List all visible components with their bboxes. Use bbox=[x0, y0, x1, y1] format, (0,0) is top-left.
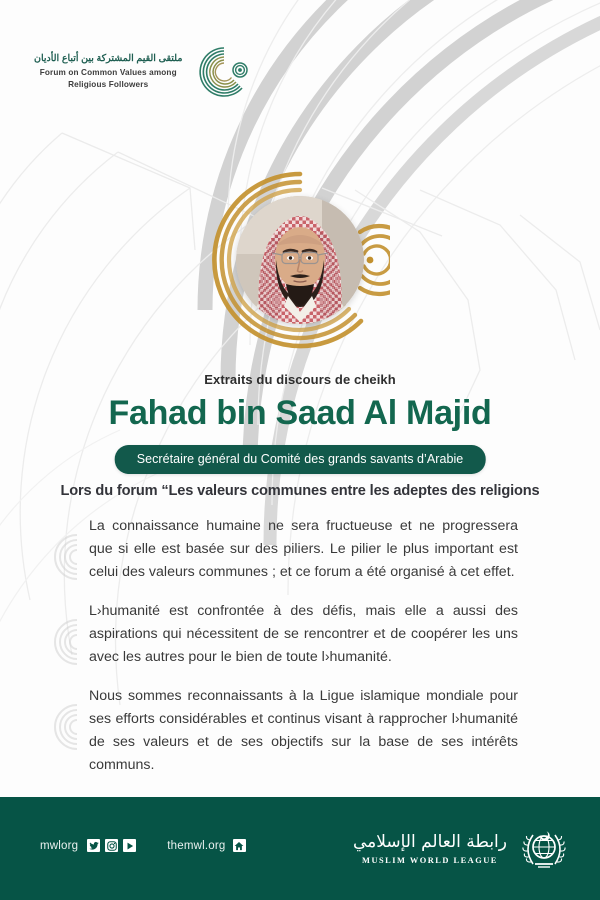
quote-text: La connaissance humaine ne sera fructueuse et ne progressera que si elle est basée sur des piliers. Le pilier le plus important est celui des valeurs communes ; et ce forum a été organisé à cet effet. bbox=[89, 518, 518, 580]
speaker-role-badge: Secrétaire général du Comité des grands savants d’Arabie bbox=[115, 445, 486, 474]
instagram-camera-glyph bbox=[107, 841, 117, 851]
speaker-photo bbox=[236, 196, 364, 324]
forum-logo-english-line2: Religious Followers bbox=[68, 80, 149, 90]
quote-text: L›humanité est confrontée à des défis, mais elle a aussi des aspirations qui nécessitent de se rencontrer et de coopérer les uns avec les autres pour le bien de toute l›humanité. bbox=[89, 603, 518, 665]
speaker-photo-illustration bbox=[236, 196, 364, 324]
twitter-bird-glyph bbox=[89, 841, 99, 851]
twitter-icon[interactable] bbox=[87, 839, 100, 852]
speaker-name: Fahad bin Saad Al Majid bbox=[108, 394, 492, 432]
footer-social-group bbox=[40, 839, 246, 852]
mwl-logo bbox=[353, 825, 568, 873]
quote-block bbox=[60, 685, 522, 777]
mwl-english-name: MUSLIM WORLD LEAGUE bbox=[362, 856, 498, 866]
forum-logo-english-line1: Forum on Common Values among bbox=[39, 67, 177, 77]
quote-text: Nous sommes reconnaissants à la Ligue islamique mondiale pour ses efforts considérables et continus visant à rapprocher l›humanité de ses valeurs et de ses objectifs sur la base de ses intérêts communs. bbox=[89, 688, 518, 773]
social-handle: mwlorg bbox=[40, 839, 79, 852]
mwl-arabic-name: رابطة العالم الإسلامي bbox=[352, 831, 507, 852]
globe-wreath-emblem-icon bbox=[520, 825, 568, 873]
footer-bar bbox=[0, 797, 600, 900]
forum-logo-arabic: ملتقى القيم المشتركة بين أتباع الأديان bbox=[34, 53, 183, 65]
youtube-icon[interactable] bbox=[123, 839, 136, 852]
concentric-arcs-logo-icon bbox=[196, 44, 252, 100]
quote-block bbox=[60, 515, 522, 584]
website-group[interactable] bbox=[167, 839, 245, 852]
quote-block bbox=[60, 600, 522, 669]
quotes-container bbox=[60, 515, 522, 777]
youtube-play-glyph bbox=[125, 841, 135, 851]
speech-kicker: Extraits du discours de cheikh bbox=[204, 372, 396, 387]
home-glyph bbox=[234, 841, 244, 851]
forum-logo-header bbox=[34, 44, 252, 100]
speaker-portrait bbox=[210, 170, 390, 350]
forum-logo-text bbox=[34, 53, 182, 91]
forum-title-line: Lors du forum “Les valeurs communes entre les adeptes des religions bbox=[60, 483, 540, 499]
social-icons bbox=[87, 839, 136, 852]
mwl-wordmark bbox=[353, 833, 507, 866]
website-url: themwl.org bbox=[167, 839, 226, 852]
instagram-icon[interactable] bbox=[105, 839, 118, 852]
home-icon[interactable] bbox=[233, 839, 246, 852]
